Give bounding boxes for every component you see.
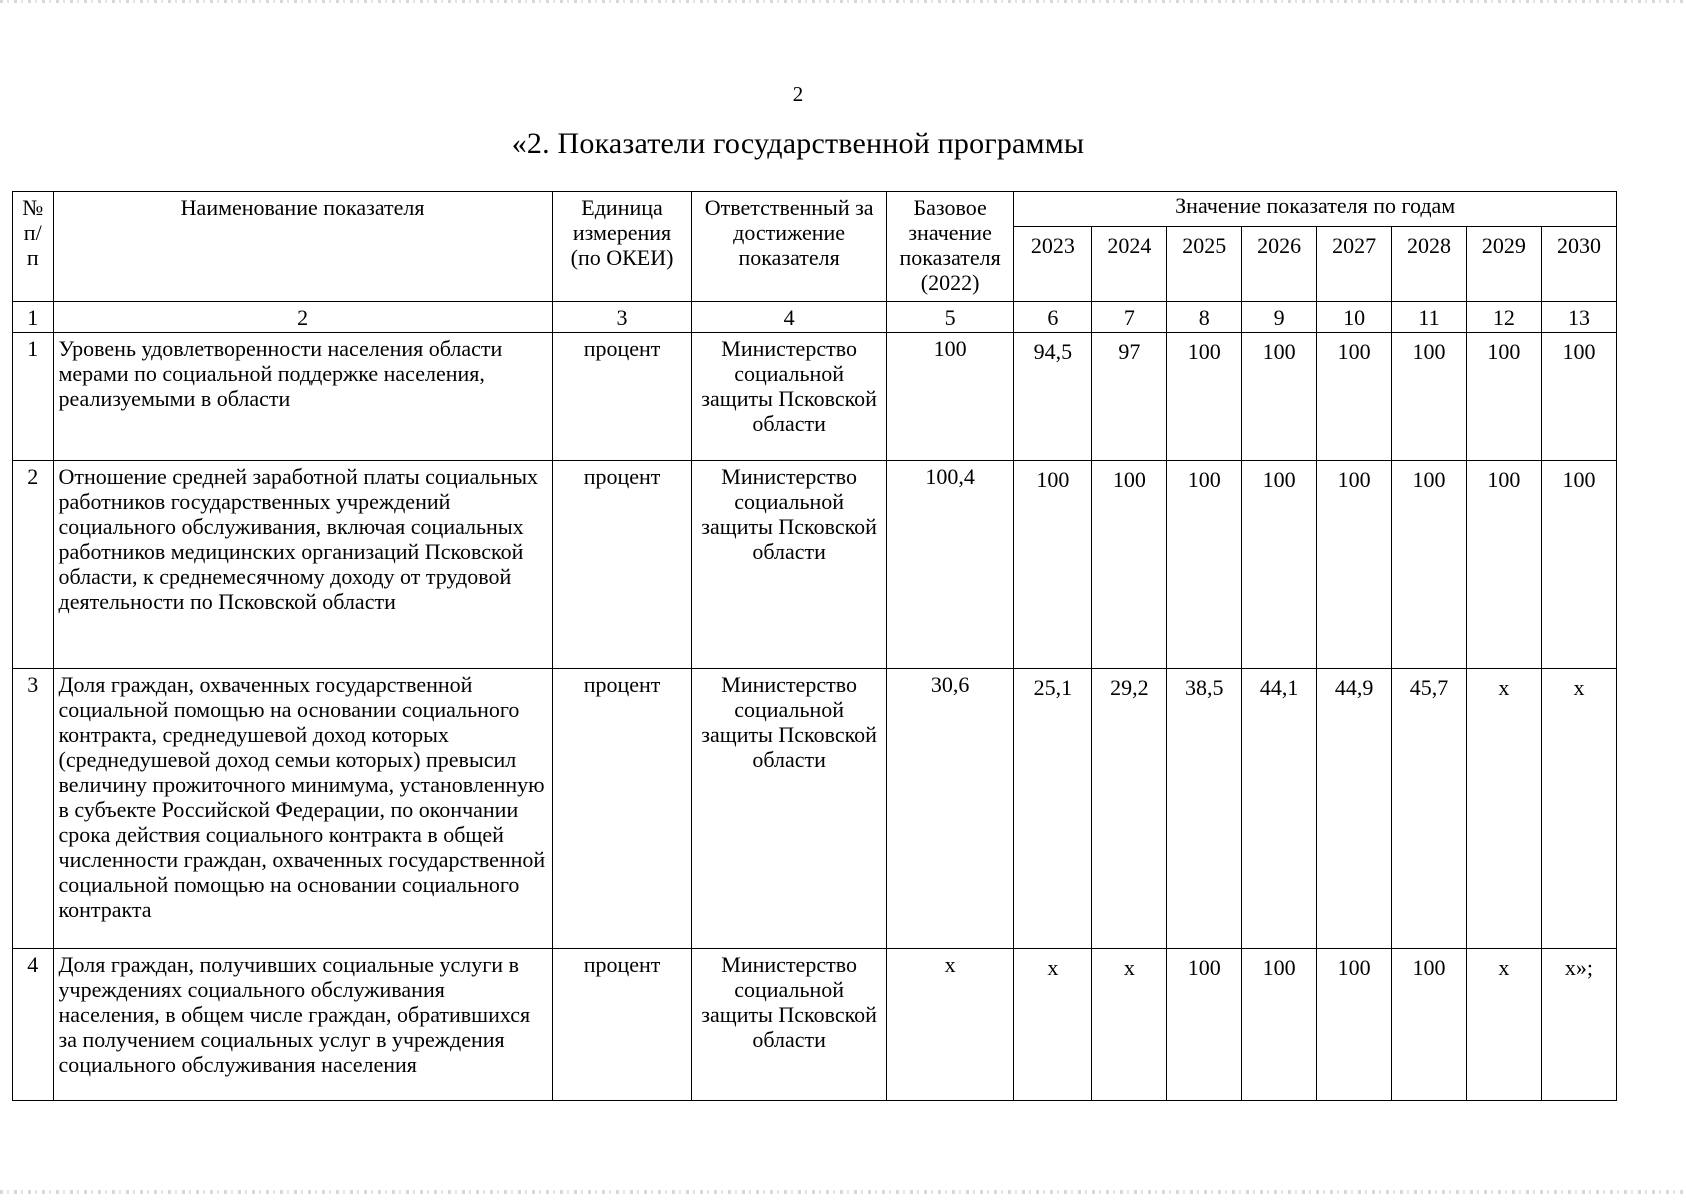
indicator-name: Отношение средней заработной платы социальных работников государственных учреждений социального обслуживания, включая социальных работников медицинских организаций Псковской области, к среднемесячному доходу от трудовой деятельности по Псковской области xyxy=(53,461,552,669)
indicator-responsible: Министерство социальной защиты Псковской области xyxy=(692,461,886,669)
header-row xyxy=(13,192,1617,227)
value-2030: 100 xyxy=(1541,461,1616,669)
indicator-unit: процент xyxy=(552,669,692,949)
column-number: 13 xyxy=(1541,302,1616,333)
header-year-2027: 2027 xyxy=(1317,227,1392,302)
column-numbers-row xyxy=(13,302,1617,333)
column-number: 6 xyxy=(1014,302,1092,333)
column-number: 9 xyxy=(1242,302,1317,333)
header-year-2026: 2026 xyxy=(1242,227,1317,302)
value-2025: 100 xyxy=(1167,461,1242,669)
column-number: 11 xyxy=(1392,302,1467,333)
value-2028: 100 xyxy=(1392,949,1467,1101)
indicator-name: Доля граждан, получивших социальные услуги в учреждениях социального обслуживания населения, в общем числе граждан, обратившихся за получением социальных услуг в учреждения социального обслуживания населения xyxy=(53,949,552,1101)
column-number: 2 xyxy=(53,302,552,333)
value-2028: 100 xyxy=(1392,333,1467,461)
value-2026: 100 xyxy=(1242,949,1317,1101)
value-2026: 100 xyxy=(1242,461,1317,669)
document-title: «2. Показатели государственной программы xyxy=(511,127,1085,160)
indicator-unit: процент xyxy=(552,949,692,1101)
header-year-2028: 2028 xyxy=(1392,227,1467,302)
header-year-2023: 2023 xyxy=(1014,227,1092,302)
value-2023: 94,5 xyxy=(1014,333,1092,461)
value-2029: х xyxy=(1466,669,1541,949)
value-2024: 97 xyxy=(1092,333,1167,461)
indicators-table xyxy=(12,191,1617,1101)
column-number: 10 xyxy=(1317,302,1392,333)
indicator-unit: процент xyxy=(552,461,692,669)
header-year-2025: 2025 xyxy=(1167,227,1242,302)
indicator-base-value: 30,6 xyxy=(886,669,1014,949)
value-2027: 44,9 xyxy=(1317,669,1392,949)
header-num xyxy=(13,192,54,302)
value-2023: х xyxy=(1014,949,1092,1101)
value-2030: х xyxy=(1541,669,1616,949)
value-2029: 100 xyxy=(1466,461,1541,669)
value-2025: 100 xyxy=(1167,949,1242,1101)
value-2029: х xyxy=(1466,949,1541,1101)
value-2027: 100 xyxy=(1317,949,1392,1101)
value-2026: 100 xyxy=(1242,333,1317,461)
value-2027: 100 xyxy=(1317,333,1392,461)
indicator-base-value: 100,4 xyxy=(886,461,1014,669)
row-number: 1 xyxy=(13,333,54,461)
indicator-responsible: Министерство социальной защиты Псковской области xyxy=(692,333,886,461)
value-2029: 100 xyxy=(1466,333,1541,461)
indicator-base-value: 100 xyxy=(886,333,1014,461)
indicator-base-value: х xyxy=(886,949,1014,1101)
indicator-name: Доля граждан, охваченных государственной социальной помощью на основании социального контракта, среднедушевой доход которых (среднедушевой доход семьи которых) превысил величину прожиточного минимума, установленную в субъекте Российской Федерации, по окончании срока действия социального контракта в общей численности граждан, охваченных государственной социальной помощью на основании социального контракта xyxy=(53,669,552,949)
column-number: 8 xyxy=(1167,302,1242,333)
value-2025: 100 xyxy=(1167,333,1242,461)
row-number: 2 xyxy=(13,461,54,669)
page-number: 2 xyxy=(792,82,804,106)
header-num-label: № п/п xyxy=(22,195,44,270)
indicator-responsible: Министерство социальной защиты Псковской области xyxy=(692,949,886,1101)
header-year-2030: 2030 xyxy=(1541,227,1616,302)
indicator-responsible: Министерство социальной защиты Псковской области xyxy=(692,669,886,949)
column-number: 12 xyxy=(1466,302,1541,333)
indicator-unit: процент xyxy=(552,333,692,461)
value-2023: 100 xyxy=(1014,461,1092,669)
table-row xyxy=(13,949,1617,1101)
table-row xyxy=(13,461,1617,669)
value-2023: 25,1 xyxy=(1014,669,1092,949)
column-number: 4 xyxy=(692,302,886,333)
column-number: 3 xyxy=(552,302,692,333)
indicator-name: Уровень удовлетворенности населения области мерами по социальной поддержке населения, реализуемыми в области xyxy=(53,333,552,461)
value-2028: 100 xyxy=(1392,461,1467,669)
value-2027: 100 xyxy=(1317,461,1392,669)
value-2026: 44,1 xyxy=(1242,669,1317,949)
header-years-group: Значение показателя по годам xyxy=(1014,192,1617,227)
header-year-2029: 2029 xyxy=(1466,227,1541,302)
scan-edge-top xyxy=(0,0,1686,3)
header-unit: Единица измерения (по ОКЕИ) xyxy=(552,192,692,302)
table-row xyxy=(13,333,1617,461)
value-2024: 29,2 xyxy=(1092,669,1167,949)
value-2030: х»; xyxy=(1541,949,1616,1101)
table-row xyxy=(13,669,1617,949)
row-number: 4 xyxy=(13,949,54,1101)
value-2030: 100 xyxy=(1541,333,1616,461)
value-2025: 38,5 xyxy=(1167,669,1242,949)
row-number: 3 xyxy=(13,669,54,949)
column-number: 1 xyxy=(13,302,54,333)
header-base-value: Базовое значение показателя (2022) xyxy=(886,192,1014,302)
column-number: 5 xyxy=(886,302,1014,333)
header-year-2024: 2024 xyxy=(1092,227,1167,302)
header-responsible: Ответственный за достижение показателя xyxy=(692,192,886,302)
header-name: Наименование показателя xyxy=(53,192,552,302)
column-number: 7 xyxy=(1092,302,1167,333)
value-2028: 45,7 xyxy=(1392,669,1467,949)
value-2024: х xyxy=(1092,949,1167,1101)
value-2024: 100 xyxy=(1092,461,1167,669)
scan-edge-bottom xyxy=(0,1190,1686,1194)
